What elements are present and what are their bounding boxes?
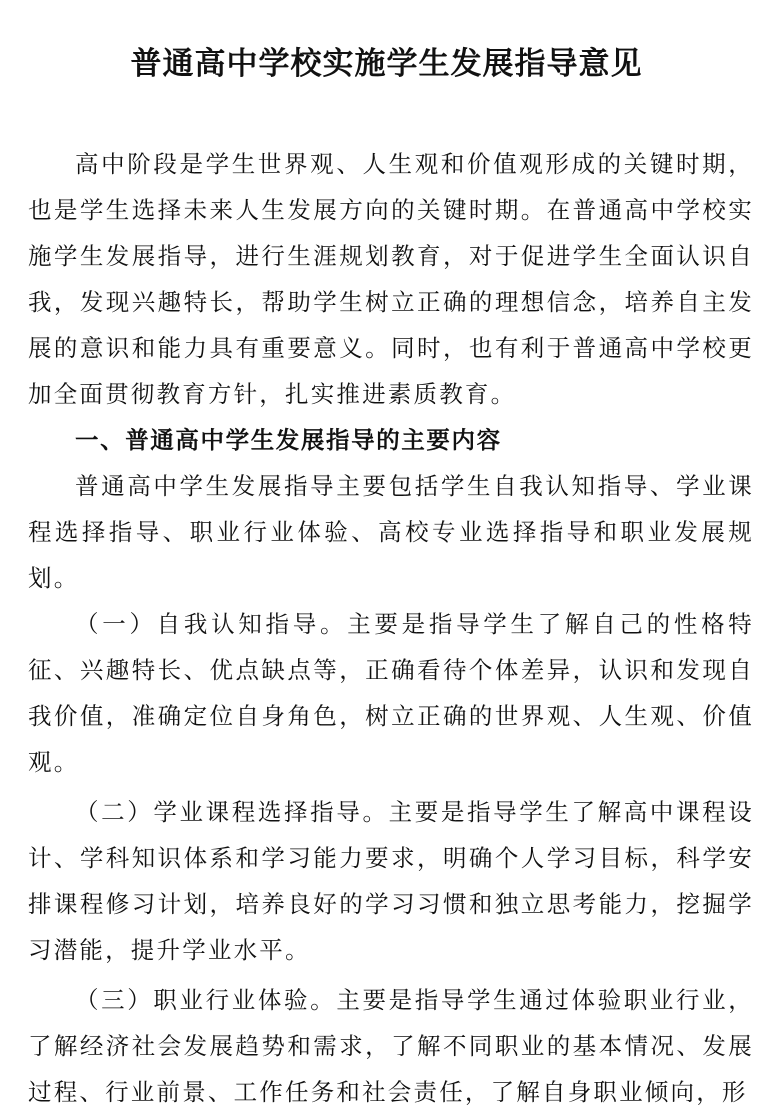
item-self-awareness: （一）自我认知指导。主要是指导学生了解自己的性格特征、兴趣特长、优点缺点等，正确看待个体差异，认识和发现自我价值，准确定位自身角色，树立正确的世界观、人生观、价值观。 <box>28 610 754 776</box>
item-course-selection: （二）学业课程选择指导。主要是指导学生了解高中课程设计、学科知识体系和学习能力要求，明确个人学习目标，科学安排课程修习计划，培养良好的学习习惯和独立思考能力，挖掘学习潜能，提升学业水平。 <box>28 798 754 964</box>
section-intro-paragraph: 普通高中学生发展指导主要包括学生自我认知指导、学业课程选择指导、职业行业体验、高校专业选择指导和职业发展规划。 <box>28 472 754 592</box>
item-career-experience: （三）职业行业体验。主要是指导学生通过体验职业行业，了解经济社会发展趋势和需求，了解不同职业的基本情况、发展过程、行业前景、工作任务和社会责任，了解自身职业倾向，形 <box>28 986 754 1106</box>
section-heading: 一、普通高中学生发展指导的主要内容 <box>75 426 502 454</box>
document-title: 普通高中学校实施学生发展指导意见 <box>130 46 643 82</box>
document-body <box>28 141 754 1115</box>
intro-paragraph: 高中阶段是学生世界观、人生观和价值观形成的关键时期，也是学生选择未来人生发展方向的关键时期。在普通高中学校实施学生发展指导，进行生涯规划教育，对于促进学生全面认识自我，发现兴趣特长，帮助学生树立正确的理想信念，培养自主发展的意识和能力具有重要意义。同时，也有利于普通高中学校更加全面贯彻教育方针，扎实推进素质教育。 <box>28 150 754 408</box>
